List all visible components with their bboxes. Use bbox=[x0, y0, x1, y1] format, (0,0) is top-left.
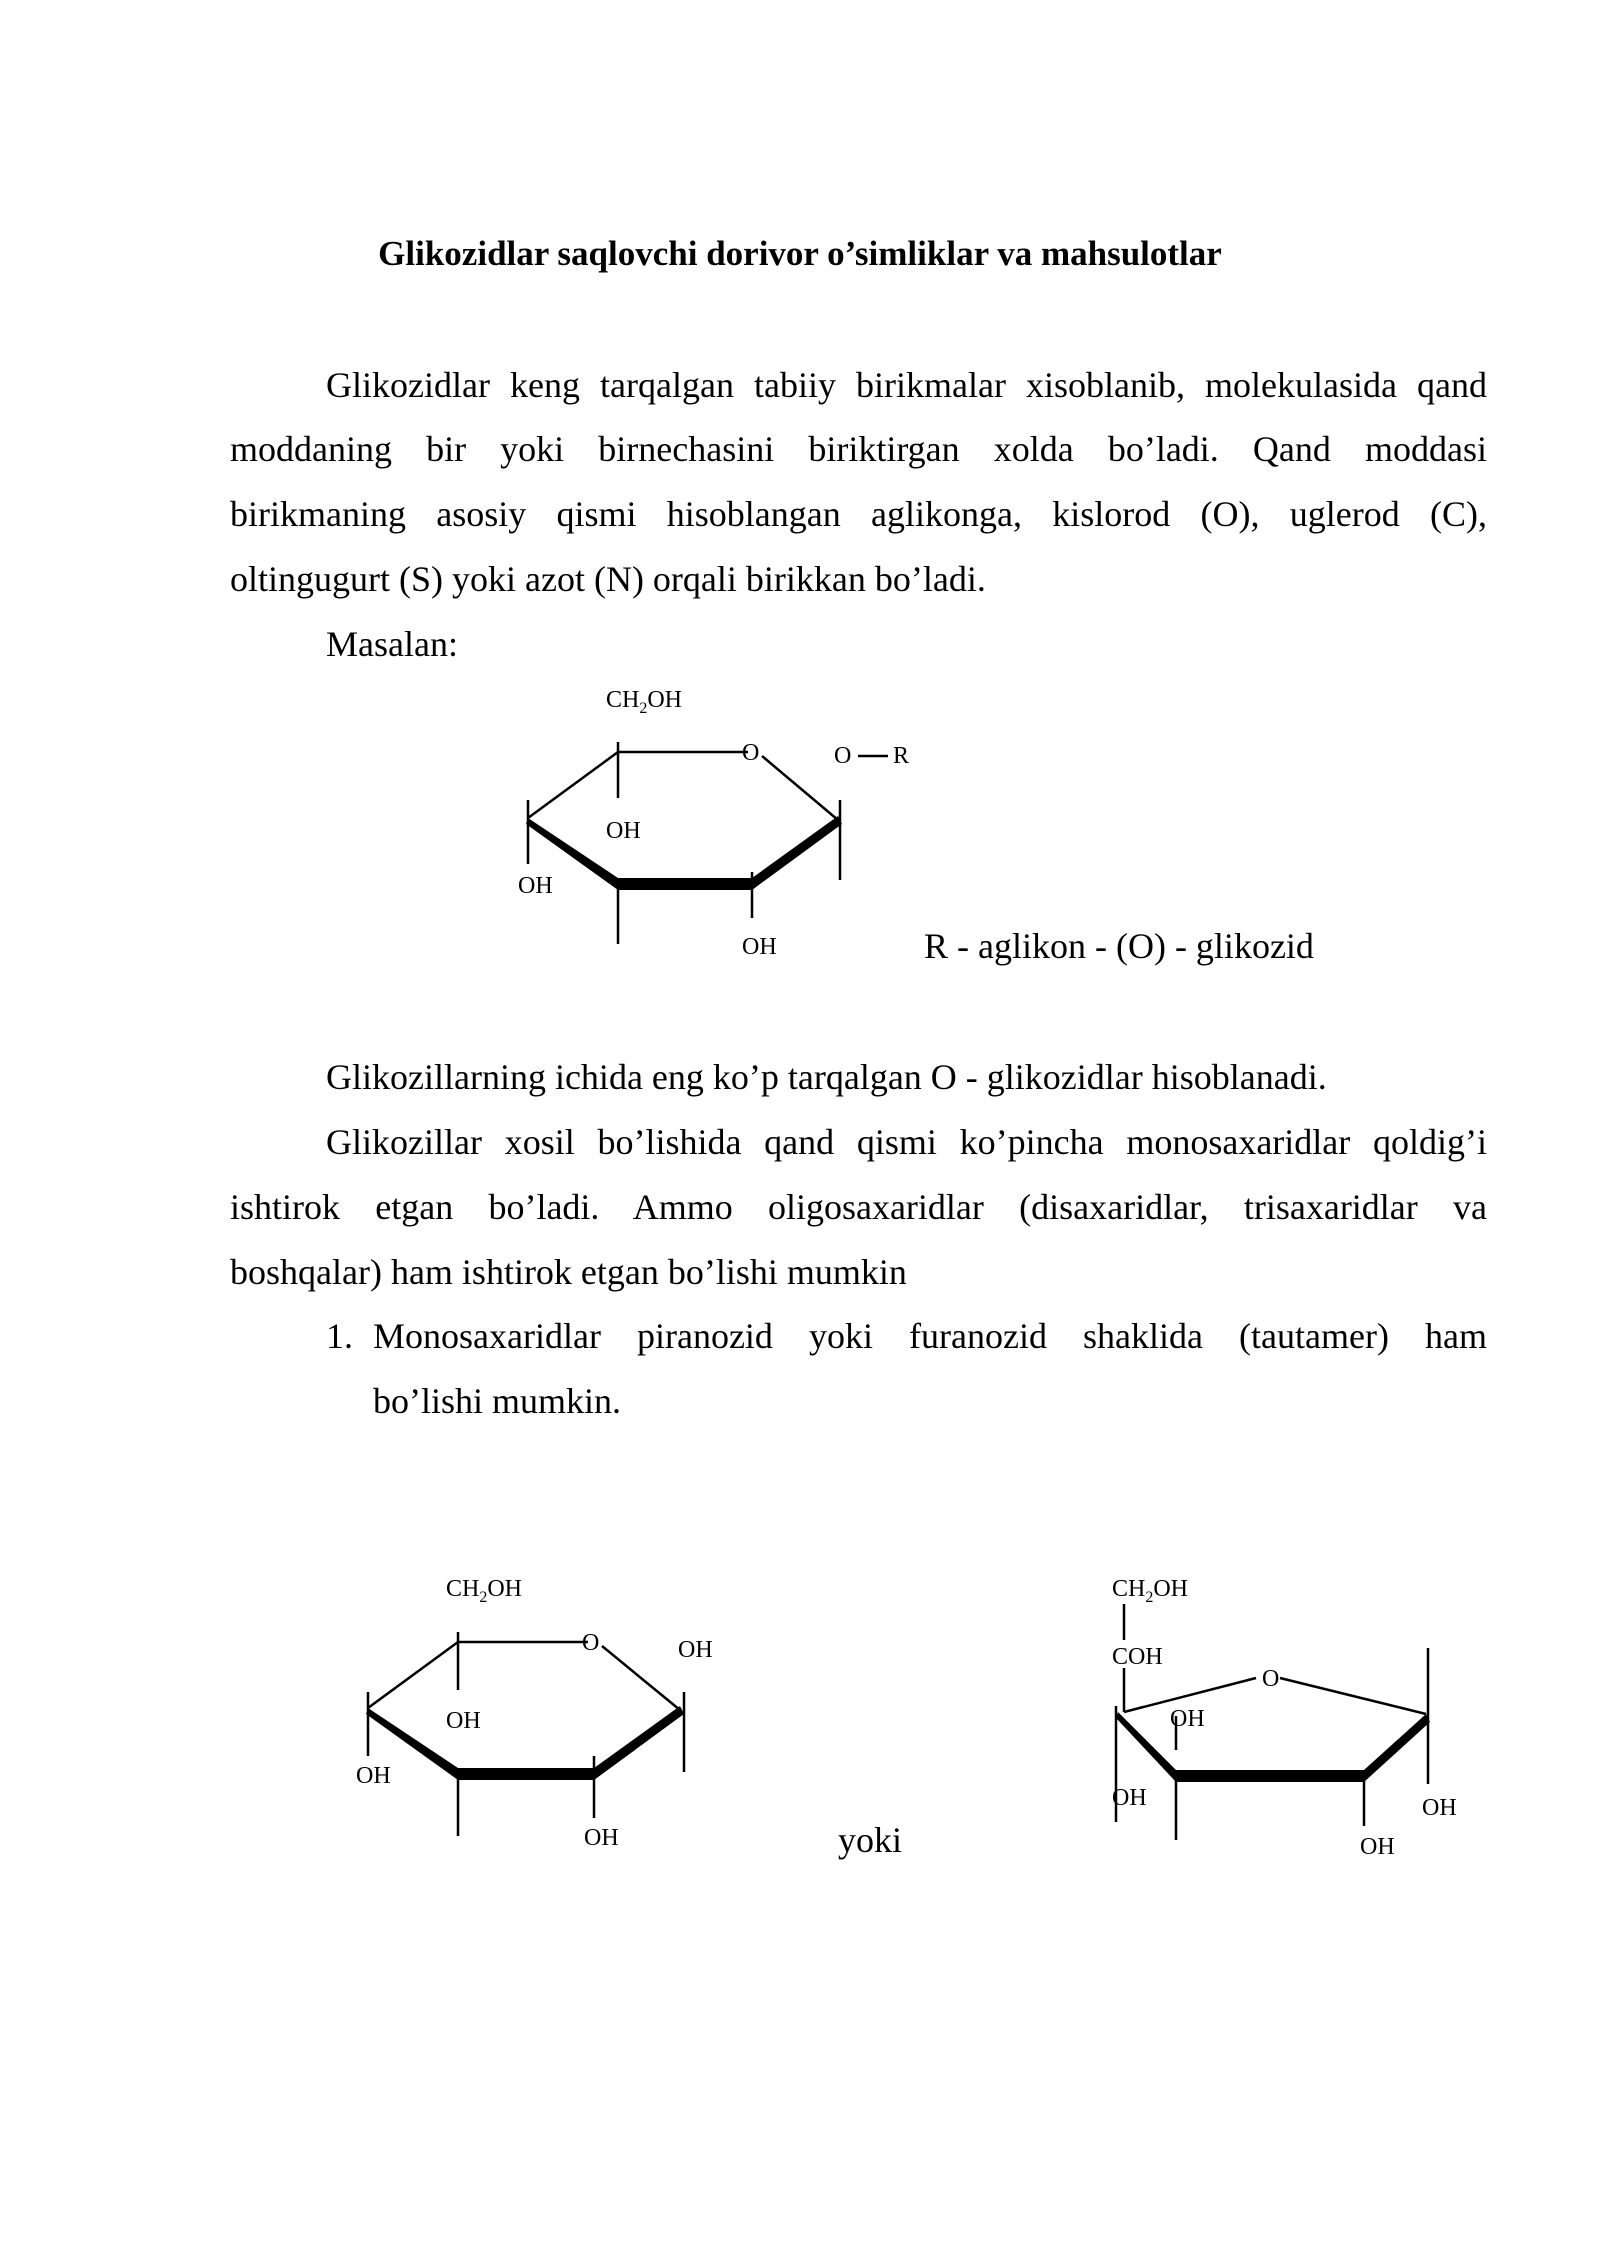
s3-oh-inner: OH bbox=[1170, 1706, 1205, 1732]
s3-oh-bottom: OH bbox=[1360, 1834, 1395, 1860]
s1-ch2oh-label: $CH_2OH$ bbox=[606, 687, 683, 717]
paragraph3-line1: Glikozillar xosil bo’lishida qand qismi ko’pincha monosaxaridlar qoldig’i bbox=[326, 1122, 1487, 1162]
s3-ring-oxygen: O bbox=[1262, 1666, 1280, 1692]
paragraph2: Glikozillarning ichida eng ko’p tarqalgan O - glikozidlar hisoblanadi. bbox=[326, 1057, 1327, 1097]
paragraph1-line3: birikmaning asosiy qismi hisoblangan aglikonga, kislorod (O), uglerod (C), bbox=[230, 494, 1487, 534]
s2-oh-right-top: OH bbox=[678, 1637, 713, 1663]
connector-yoki: yoki bbox=[838, 1820, 903, 1860]
paragraph1-line1: Glikozidlar keng tarqalgan tabiiy birikmalar xisoblanib, molekulasida qand bbox=[326, 365, 1487, 405]
s1-oh-top: OH bbox=[606, 818, 641, 844]
s2-ring-oxygen: O bbox=[582, 1630, 600, 1656]
list-item1-line2: bo’lishi mumkin. bbox=[373, 1381, 622, 1421]
list-item1-number: 1. bbox=[326, 1316, 353, 1356]
example-label: Masalan: bbox=[326, 624, 458, 664]
s2-oh-top: OH bbox=[446, 1708, 481, 1734]
structure1-caption: R - aglikon - (O) - glikozid bbox=[924, 926, 1314, 966]
s3-ch2oh-label: $CH_2OH$ bbox=[1112, 1576, 1189, 1606]
s3-oh-right: OH bbox=[1422, 1795, 1457, 1821]
list-item1-line1: Monosaxaridlar piranozid yoki furanozid shaklida (tautamer) ham bbox=[373, 1316, 1487, 1356]
s3-coh-label: COH bbox=[1112, 1644, 1163, 1670]
paragraph1-line2: moddaning bir yoki birnechasini biriktirgan xolda bo’ladi. Qand moddasi bbox=[230, 429, 1487, 469]
s1-oh-bottom: OH bbox=[742, 934, 777, 960]
s3-oh-left: OH bbox=[1112, 1785, 1147, 1811]
paragraph3-line3: boshqalar) ham ishtirok etgan bo’lishi mumkin bbox=[230, 1252, 907, 1292]
s2-ch2oh-label: $CH_2OH$ bbox=[446, 1576, 523, 1606]
s1-r-group: R bbox=[893, 743, 910, 769]
s1-ring-oxygen: O bbox=[742, 740, 760, 766]
paragraph3-line2: ishtirok etgan bo’ladi. Ammo oligosaxaridlar (disaxaridlar, trisaxaridlar va bbox=[230, 1187, 1487, 1227]
document-title: Glikozidlar saqlovchi dorivor o’simliklar va mahsulotlar bbox=[378, 234, 1222, 273]
s1-oh-left: OH bbox=[518, 873, 553, 899]
paragraph1-line4: oltingugurt (S) yoki azot (N) orqali birikkan bo’ladi. bbox=[230, 559, 986, 599]
s2-oh-left: OH bbox=[356, 1763, 391, 1789]
s1-o-r-oxygen: O bbox=[834, 743, 852, 769]
s2-oh-bottom: OH bbox=[584, 1825, 619, 1851]
